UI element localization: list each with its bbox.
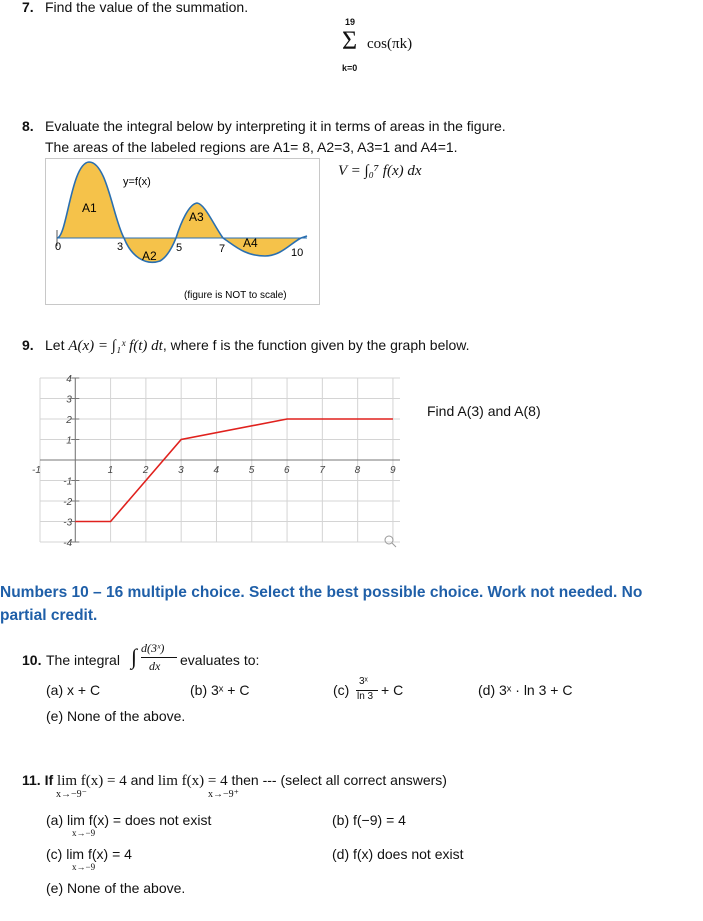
- q9-find: Find A(3) and A(8): [427, 403, 541, 419]
- zoom-icon: [385, 536, 393, 544]
- q9-graph: [32, 370, 408, 550]
- q10-option-c-num: 3ˣ: [359, 676, 368, 687]
- q11-then: then --- (select all correct answers): [231, 772, 447, 788]
- q10-integral-sign: ∫: [131, 644, 138, 669]
- y-tick-label: 4: [66, 374, 72, 385]
- y-tick-label: -4: [63, 538, 73, 549]
- y-tick-label: 2: [66, 415, 72, 426]
- q8-line2: The areas of the labeled regions are A1= 8, A2=3, A3=1 and A4=1.: [45, 139, 458, 155]
- q10-option-b[interactable]: (b) 3ˣ + C: [190, 682, 250, 698]
- region-a2-label: A2: [142, 249, 157, 263]
- q10-option-c-den: ln 3: [357, 691, 374, 702]
- q11-option-a-sub: x→−9: [72, 828, 96, 838]
- q10-option-d[interactable]: (d) 3ˣ · ln 3 + C: [478, 682, 573, 698]
- q8-tick-10: 10: [291, 247, 304, 259]
- q9-number: 9.: [22, 337, 34, 353]
- q7-sigma: Σ: [342, 26, 358, 55]
- q8-tick-0: 0: [55, 241, 62, 253]
- q8-tick-5: 5: [176, 242, 183, 254]
- q10-evaluates: evaluates to:: [180, 652, 260, 668]
- q9-prompt-pre: Let: [45, 337, 69, 353]
- q8-figure: [45, 158, 320, 305]
- q11-lim1: lim f(x) = 4: [57, 773, 127, 789]
- q8-integral: V = ∫₀⁷ f(x) dx: [338, 163, 422, 179]
- q10-prompt: The integral: [46, 652, 120, 668]
- q9-prompt: [45, 337, 469, 355]
- section-header-line1: Numbers 10 – 16 multiple choice. Select the best possible choice. Work not needed. No: [0, 584, 643, 601]
- q11-lim1-sub: x→−9⁻: [56, 789, 87, 800]
- y-tick-label: -2: [63, 497, 73, 508]
- x-tick-label: 3: [178, 465, 184, 476]
- x-tick-label: -1: [32, 465, 41, 476]
- y-tick-label: 1: [66, 435, 72, 447]
- q9-prompt-post: , where f is the function given by the graph below.: [162, 337, 470, 353]
- x-tick-label: 9: [389, 465, 396, 476]
- x-tick-label: 4: [213, 465, 220, 476]
- q10-integrand-den: dx: [149, 659, 161, 673]
- q10-option-a[interactable]: (a) x + C: [46, 682, 101, 698]
- y-tick-label: -1: [63, 476, 73, 488]
- series-line-f: [75, 419, 393, 522]
- x-tick-label: 2: [142, 465, 149, 476]
- q11-prefix: 11. If: [22, 772, 54, 788]
- x-tick-label: 6: [284, 465, 290, 476]
- q8-curve-label: y=f(x): [123, 176, 151, 188]
- x-tick-label: 5: [248, 465, 255, 476]
- q7-sum-upper: 19: [345, 17, 356, 27]
- region-a1-label: A1: [82, 201, 97, 215]
- q7-summand: cos(πk): [367, 36, 413, 52]
- q8-number: 8.: [22, 118, 34, 134]
- section-header-line2: partial credit.: [0, 607, 98, 624]
- region-a4-label: A4: [243, 236, 258, 250]
- x-tick-label: 1: [107, 465, 114, 476]
- q11-lim2-sub: x→−9⁺: [208, 789, 239, 800]
- q10-fraction-bar: [141, 657, 177, 658]
- q10-number: 10.: [22, 652, 42, 668]
- q8-line1: Evaluate the integral below by interpreting it in terms of areas in the figure.: [45, 118, 506, 134]
- x-tick-label: 8: [354, 465, 361, 476]
- q11-option-a[interactable]: (a) lim f(x) = does not exist: [46, 812, 212, 828]
- q11-option-d[interactable]: (d) f(x) does not exist: [332, 846, 464, 862]
- q10-option-c-tail: + C: [381, 682, 404, 698]
- y-tick-label: -3: [63, 517, 73, 529]
- q11-and: and: [130, 772, 154, 788]
- region-a3-label: A3: [189, 210, 204, 224]
- q8-figure-note: (figure is NOT to scale): [184, 290, 287, 301]
- q10-option-c[interactable]: [333, 676, 413, 710]
- q11-lim2: lim f(x) = 4: [157, 773, 228, 789]
- q11-option-c[interactable]: (c) lim f(x) = 4: [46, 846, 132, 862]
- q9-definition: A(x) = ∫₁ˣ f(t) dt: [68, 338, 163, 354]
- q10-integrand-num: d(3ˣ): [141, 641, 165, 655]
- q11-option-c-sub: x→−9: [72, 862, 96, 872]
- q11-stem: [22, 772, 447, 790]
- q7-prompt: Find the value of the summation.: [45, 0, 249, 15]
- q11-option-b[interactable]: (b) f(−9) = 4: [332, 812, 406, 828]
- q10-option-c-label: (c): [333, 682, 350, 698]
- q7-number: 7.: [22, 0, 34, 15]
- q8-tick-7: 7: [219, 243, 226, 255]
- y-tick-label: 3: [66, 394, 72, 406]
- q11-option-e[interactable]: (e) None of the above.: [46, 880, 186, 896]
- zoom-icon-handle: [392, 543, 396, 547]
- q8-tick-3: 3: [117, 241, 124, 253]
- q10-option-e[interactable]: (e) None of the above.: [46, 708, 186, 724]
- q7-sum-lower: k=0: [342, 63, 358, 73]
- x-tick-label: 7: [319, 465, 325, 476]
